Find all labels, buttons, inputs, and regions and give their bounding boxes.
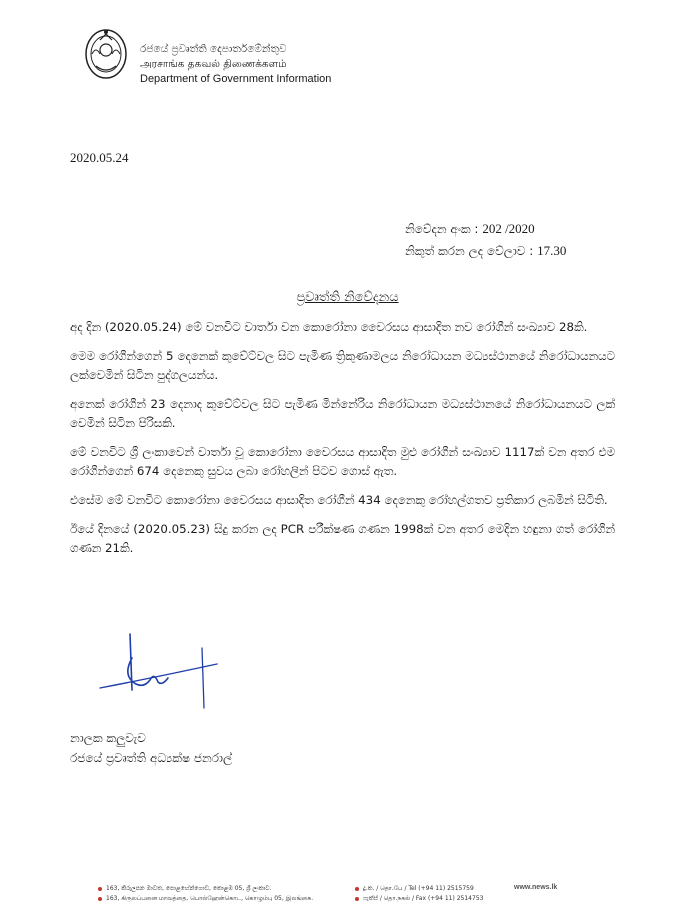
department-header bbox=[140, 42, 331, 87]
issue-time-label: නිකුත් කරන ලද වේලාව : bbox=[405, 244, 534, 258]
footer-address bbox=[98, 884, 313, 904]
signatory-designation: රජයේ ප්‍රවෘත්ති අධ්‍යක්ෂ ජනරාල් bbox=[70, 751, 233, 765]
footer-contact bbox=[355, 884, 483, 904]
bullet-icon bbox=[98, 897, 102, 901]
address-line-tamil: 163, கிருலப்பனை மாவத்தை, பொல்ஹேன்கொட, கொழும்பு 05, இலங்கை. bbox=[106, 895, 314, 902]
release-number-value: 202 /2020 bbox=[482, 221, 535, 236]
document-body bbox=[70, 318, 615, 568]
document-date: 2020.05.24 bbox=[70, 150, 129, 165]
release-reference bbox=[405, 218, 566, 262]
department-name-english: Department of Government Information bbox=[140, 73, 332, 85]
department-name-tamil: அரசாங்க தகவல் திணைக்களம் bbox=[140, 58, 287, 70]
fax-label: ෆැක්ස් / தொ.நகல் / Fax bbox=[363, 895, 427, 902]
bullet-icon bbox=[98, 887, 102, 891]
sri-lanka-emblem-icon bbox=[82, 26, 130, 84]
release-number-label: නිවේදන අංක : bbox=[405, 222, 479, 236]
phone-icon bbox=[355, 887, 359, 891]
department-name-sinhala: රජයේ ප්‍රවෘත්ති දෙපාර්තමේන්තුව bbox=[140, 43, 287, 55]
handwritten-signature-icon bbox=[92, 628, 232, 718]
signatory-block bbox=[70, 728, 232, 768]
paragraph: එසේම මේ වනවිට කොරෝනා වෛරසය ආසාදිත රෝගීන් 434 දෙනෙකු රෝහල්ගතව ප්‍රතිකාර ලබමින් සිටිති. bbox=[70, 493, 608, 507]
signatory-name: නාලක කලුවැව bbox=[70, 731, 146, 745]
paragraph: අද දින (2020.05.24) මේ වනවිට වාර්තා වන කොරෝනා වෛරසය ආසාදිත නව රෝගීන් සංඛ්‍යාව 28කි. bbox=[70, 320, 588, 334]
document-title: ප්‍රවෘත්ති නිවේදනය bbox=[296, 290, 399, 305]
fax-value: (+94 11) 2514753 bbox=[427, 895, 484, 902]
paragraph: අනෙක් රෝගීන් 23 දෙනාද කුවේට්වල සිට පැමිණ මින්නේරිය නිරෝධායන මධ්‍යස්ථානයේ නිරෝධායනයට ලක් වෙමින් සිටින පිරිසකි. bbox=[70, 397, 615, 430]
issue-time-value: 17.30 bbox=[537, 243, 567, 258]
paragraph: මෙම රෝගීන්ගෙන් 5 දෙනෙක් කුවේට්වල සිට පැමිණ ත්‍රිකුණාමලය නිරෝධායන මධ්‍යස්ථානයේ නිරෝධායනයට ලක්වෙමින් සිටින පුද්ගලයන්ය. bbox=[70, 349, 615, 382]
phone-label: දු.ක. / தொ.பே / Tel bbox=[363, 885, 417, 892]
address-line-sinhala: 163, කිරුලපන මාවත, පොළහේන්ගොඩ, කොළඹ 05, ශ්‍රී ලංකාව. bbox=[106, 885, 272, 892]
fax-icon bbox=[355, 897, 359, 901]
phone-value: (+94 11) 2515759 bbox=[418, 885, 474, 892]
paragraph: මේ වනවිට ශ්‍රී ලංකාවෙන් වාර්තා වූ කොරෝනා වෛරසය ආසාදිත මුළු රෝගීන් සංඛ්‍යාව 1117ක් වන අතර එම රෝගීන්ගෙන් 674 දෙනෙකු සුවය ලබා රෝහලින් පිටව ගොස් ඇත. bbox=[70, 445, 615, 478]
website-link[interactable]: www.news.lk bbox=[514, 884, 558, 891]
paragraph: ඊයේ දිනයේ (2020.05.23) සිදු කරන ලද PCR පරීක්ෂණ ගණන 1998ක් වන අතර මෙදින හඳුනා ගත් රෝගීන් ගණන 21කි. bbox=[70, 522, 615, 555]
